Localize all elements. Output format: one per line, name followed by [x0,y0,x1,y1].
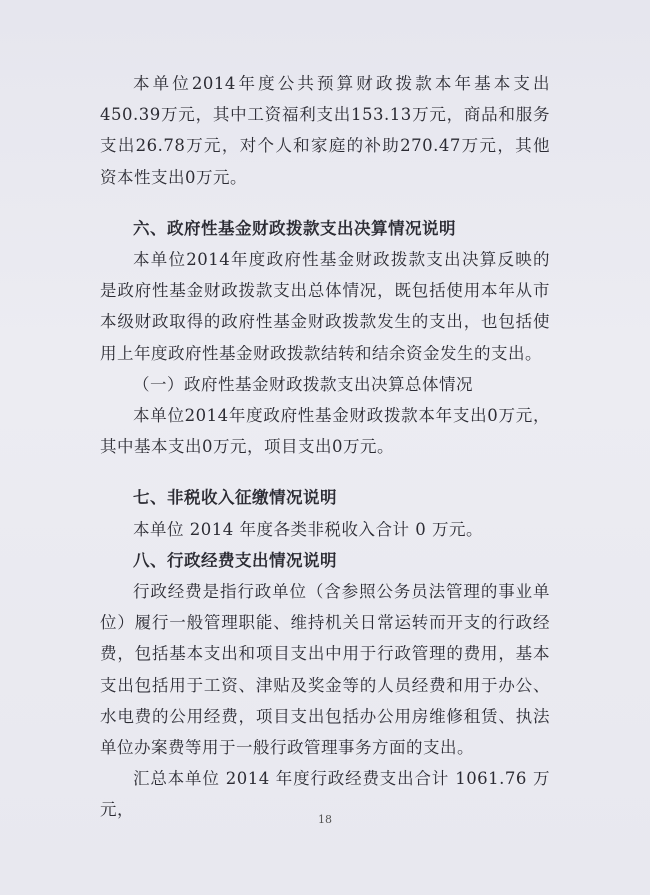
section-heading-8: 八、行政经费支出情况说明 [133,550,337,570]
section-heading-6: 六、政府性基金财政拨款支出决算情况说明 [133,218,456,238]
page-number: 18 [318,813,332,826]
subheading-fund-summary: （一）政府性基金财政拨款支出决算总体情况 [133,374,473,394]
paragraph-admin-total: 汇总本单位 2014 年度行政经费支出合计 1061.76 万元， [100,769,550,820]
section-heading-7: 七、非税收入征缴情况说明 [133,488,337,508]
paragraph-fund-overview: 本单位2014年度政府性基金财政拨款支出决算反映的是政府性基金财政拨款支出总体情况，既包括使用本年从市本级财政取得的政府性基金财政拨款发生的支出，也包括使用上年度政府性基金财政拨款结转和结余资金发生的支出。 [100,250,550,363]
paragraph-admin-definition: 行政经费是指行政单位（含参照公务员法管理的事业单位）履行一般管理职能、维持机关日常运转而开支的行政经费，包括基本支出和项目支出中用于行政管理的费用，基本支出包括用于工资、津贴及奖金等的人员经费和用于办公、水电费的公用经费，项目支出包括办公用房维修租赁、执法单位办案费等用于一般行政管理事务方面的支出。 [100,582,550,758]
document-body [100,68,550,826]
paragraph-basic-expenditure: 本单位2014年度公共预算财政拨款本年基本支出450.39万元，其中工资福利支出153.13万元，商品和服务支出26.78万元，对个人和家庭的补助270.47万元，其他资本性支出0万元。 [100,74,550,187]
paragraph-fund-totals: 本单位2014年度政府性基金财政拨款本年支出0万元，其中基本支出0万元，项目支出0万元。 [100,406,550,457]
paragraph-nontax-revenue: 本单位 2014 年度各类非税收入合计 0 万元。 [133,519,483,539]
